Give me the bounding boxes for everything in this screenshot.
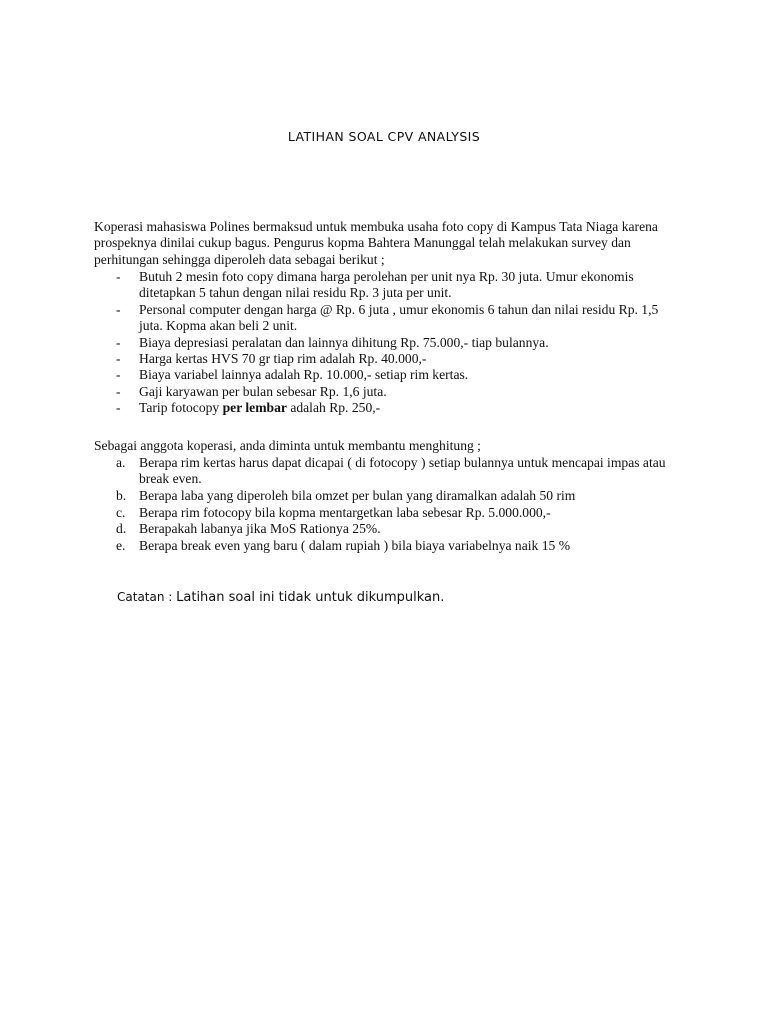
note-text: Latihan soal ini tidak untuk dikumpulkan. bbox=[176, 590, 445, 605]
list-item-text: Berapa rim fotocopy bila kopma mentargetkan laba sebesar Rp. 5.000.000,- bbox=[139, 504, 551, 520]
questions-list bbox=[0, 455, 768, 554]
list-item-text: Biaya variabel lainnya adalah Rp. 10.000,- setiap rim kertas. bbox=[139, 367, 469, 383]
list-item bbox=[0, 505, 675, 521]
facts-list bbox=[0, 269, 768, 417]
list-item bbox=[0, 455, 675, 488]
list-item-text: Berapa rim kertas harus dapat dicapai ( di fotocopy ) setiap bulannya untuk mencapai impas atau break even. bbox=[139, 455, 666, 487]
list-item bbox=[0, 538, 675, 554]
question-intro: Sebagai anggota koperasi, anda diminta untuk membantu menghitung ; bbox=[94, 438, 481, 453]
list-marker: e. bbox=[116, 537, 126, 553]
list-item bbox=[0, 384, 675, 400]
list-item-text: Berapakah labanya jika MoS Rationya 25%. bbox=[139, 521, 381, 537]
list-marker: - bbox=[116, 351, 121, 367]
note-label: Catatan : bbox=[117, 590, 177, 604]
list-item-text: Personal computer dengan harga @ Rp. 6 juta , umur ekonomis 6 tahun dan nilai residu Rp. 1,5 juta. Kopma akan beli 2 unit. bbox=[139, 301, 659, 334]
list-marker: - bbox=[116, 367, 121, 383]
list-marker: - bbox=[116, 334, 121, 350]
list-item bbox=[0, 521, 675, 537]
intro-paragraph: Koperasi mahasiswa Polines bermaksud untuk membuka usaha foto copy di Kampus Tata Niaga karena prospeknya dinilai cukup bagus. Pengurus kopma Bahtera Manunggal telah melakukan survey dan perhitungan sehingga diperoleh data sebagai berikut ; bbox=[94, 219, 658, 267]
bold-emphasis: per lembar bbox=[222, 400, 287, 416]
list-item-text: Harga kertas HVS 70 gr tiap rim adalah Rp. 40.000,- bbox=[139, 351, 427, 367]
list-item bbox=[0, 367, 675, 383]
list-marker: - bbox=[116, 383, 121, 399]
list-marker: - bbox=[116, 400, 121, 416]
list-marker: - bbox=[116, 301, 121, 317]
list-item-text: Biaya depresiasi peralatan dan lainnya dihitung Rp. 75.000,- tiap bulannya. bbox=[139, 334, 549, 350]
list-item-text: Gaji karyawan per bulan sebesar Rp. 1,6 juta. bbox=[139, 383, 387, 399]
page-title: LATIHAN SOAL CPV ANALYSIS bbox=[287, 129, 481, 144]
list-item-text: Berapa break even yang baru ( dalam rupiah ) bila biaya variabelnya naik 15 % bbox=[139, 537, 571, 553]
list-item bbox=[0, 269, 675, 302]
note bbox=[117, 590, 444, 605]
list-item-text: Berapa laba yang diperoleh bila omzet per bulan yang diramalkan adalah 50 rim bbox=[139, 488, 576, 503]
list-marker: c. bbox=[116, 504, 126, 520]
list-item-text-before: Tarip fotocopy bbox=[139, 400, 223, 416]
list-item-text-after: adalah Rp. 250,- bbox=[286, 400, 381, 416]
list-marker: d. bbox=[116, 521, 127, 537]
list-item bbox=[0, 488, 675, 504]
list-marker: - bbox=[116, 269, 121, 284]
list-item-text: Butuh 2 mesin foto copy dimana harga perolehan per unit nya Rp. 30 juta. Umur ekonomis ditetapkan 5 tahun dengan nilai residu Rp. 3 juta per unit. bbox=[139, 269, 634, 301]
list-item bbox=[0, 351, 675, 367]
list-item bbox=[0, 335, 675, 351]
list-marker: a. bbox=[116, 455, 126, 470]
list-marker: b. bbox=[116, 488, 127, 503]
list-item bbox=[0, 302, 675, 335]
list-item bbox=[0, 400, 675, 416]
